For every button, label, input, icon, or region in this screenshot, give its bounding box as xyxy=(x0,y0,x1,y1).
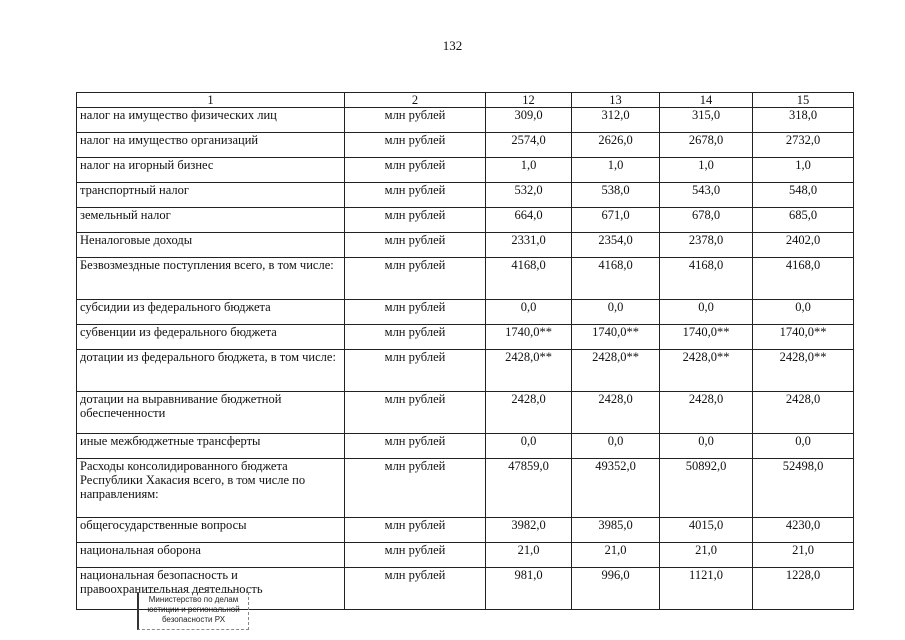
table-row xyxy=(77,325,854,350)
value-cell-13: 4168,0 xyxy=(572,258,660,300)
value-cell-12: 2428,0 xyxy=(486,392,572,434)
data-table xyxy=(76,92,854,610)
row-label: субсидии из федерального бюджета xyxy=(77,300,345,325)
unit-cell: млн рублей xyxy=(345,434,486,459)
row-label: дотации на выравнивание бюджетной обеспеченности xyxy=(77,392,345,434)
value-cell-14: 315,0 xyxy=(660,108,753,133)
value-cell-15: 52498,0 xyxy=(753,459,854,518)
value-cell-12: 2428,0** xyxy=(486,350,572,392)
value-cell-14: 50892,0 xyxy=(660,459,753,518)
value-cell-12: 2331,0 xyxy=(486,233,572,258)
value-cell-14: 2678,0 xyxy=(660,133,753,158)
value-cell-13: 2354,0 xyxy=(572,233,660,258)
column-header: 1 xyxy=(77,93,345,108)
page-number: 132 xyxy=(442,38,463,53)
value-cell-13: 312,0 xyxy=(572,108,660,133)
value-cell-13: 21,0 xyxy=(572,543,660,568)
unit-cell: млн рублей xyxy=(345,208,486,233)
stamp-line: Министерство по делам xyxy=(148,595,239,604)
table-row xyxy=(77,392,854,434)
row-label: Неналоговые доходы xyxy=(77,233,345,258)
unit-cell: млн рублей xyxy=(345,568,486,610)
value-cell-14: 2428,0 xyxy=(660,392,753,434)
value-cell-14: 0,0 xyxy=(660,434,753,459)
value-cell-15: 2402,0 xyxy=(753,233,854,258)
ministry-stamp xyxy=(137,592,249,630)
row-label: общегосударственные вопросы xyxy=(77,518,345,543)
table-row xyxy=(77,300,854,325)
row-label: земельный налог xyxy=(77,208,345,233)
table-row xyxy=(77,108,854,133)
value-cell-13: 2428,0** xyxy=(572,350,660,392)
value-cell-15: 1740,0** xyxy=(753,325,854,350)
unit-cell: млн рублей xyxy=(345,233,486,258)
unit-cell: млн рублей xyxy=(345,350,486,392)
value-cell-12: 2574,0 xyxy=(486,133,572,158)
unit-cell: млн рублей xyxy=(345,300,486,325)
value-cell-15: 21,0 xyxy=(753,543,854,568)
value-cell-14: 4015,0 xyxy=(660,518,753,543)
value-cell-13: 49352,0 xyxy=(572,459,660,518)
value-cell-13: 2626,0 xyxy=(572,133,660,158)
table-row xyxy=(77,350,854,392)
value-cell-15: 2428,0** xyxy=(753,350,854,392)
value-cell-12: 0,0 xyxy=(486,300,572,325)
value-cell-14: 1121,0 xyxy=(660,568,753,610)
value-cell-13: 996,0 xyxy=(572,568,660,610)
value-cell-14: 0,0 xyxy=(660,300,753,325)
row-label: Расходы консолидированного бюджета Республики Хакасия всего, в том числе по направлениям: xyxy=(77,459,345,518)
value-cell-12: 1,0 xyxy=(486,158,572,183)
value-cell-15: 1228,0 xyxy=(753,568,854,610)
unit-cell: млн рублей xyxy=(345,133,486,158)
stamp-line: безопасности РХ xyxy=(161,615,226,624)
value-cell-12: 309,0 xyxy=(486,108,572,133)
value-cell-14: 1740,0** xyxy=(660,325,753,350)
value-cell-12: 3982,0 xyxy=(486,518,572,543)
value-cell-14: 678,0 xyxy=(660,208,753,233)
table-row xyxy=(77,208,854,233)
value-cell-12: 1740,0** xyxy=(486,325,572,350)
column-header: 12 xyxy=(486,93,572,108)
row-label: национальная оборона xyxy=(77,543,345,568)
column-header: 13 xyxy=(572,93,660,108)
table-row xyxy=(77,434,854,459)
row-label: налог на имущество организаций xyxy=(77,133,345,158)
value-cell-12: 981,0 xyxy=(486,568,572,610)
value-cell-14: 2378,0 xyxy=(660,233,753,258)
value-cell-15: 2732,0 xyxy=(753,133,854,158)
unit-cell: млн рублей xyxy=(345,518,486,543)
row-label: субвенции из федерального бюджета xyxy=(77,325,345,350)
value-cell-15: 548,0 xyxy=(753,183,854,208)
value-cell-12: 47859,0 xyxy=(486,459,572,518)
value-cell-12: 4168,0 xyxy=(486,258,572,300)
column-header: 2 xyxy=(345,93,486,108)
value-cell-13: 2428,0 xyxy=(572,392,660,434)
value-cell-15: 685,0 xyxy=(753,208,854,233)
header-row xyxy=(77,93,854,108)
row-label: транспортный налог xyxy=(77,183,345,208)
value-cell-13: 0,0 xyxy=(572,434,660,459)
row-label: налог на игорный бизнес xyxy=(77,158,345,183)
value-cell-13: 1,0 xyxy=(572,158,660,183)
unit-cell: млн рублей xyxy=(345,183,486,208)
stamp-line: юстиции и региональной xyxy=(147,605,240,614)
unit-cell: млн рублей xyxy=(345,459,486,518)
value-cell-14: 1,0 xyxy=(660,158,753,183)
row-label: национальная безопасность и правоохранительная деятельность xyxy=(77,568,345,610)
value-cell-15: 0,0 xyxy=(753,300,854,325)
value-cell-14: 2428,0** xyxy=(660,350,753,392)
table-row xyxy=(77,459,854,518)
unit-cell: млн рублей xyxy=(345,543,486,568)
unit-cell: млн рублей xyxy=(345,158,486,183)
table-row xyxy=(77,183,854,208)
value-cell-12: 664,0 xyxy=(486,208,572,233)
row-label: налог на имущество физических лиц xyxy=(77,108,345,133)
column-header: 14 xyxy=(660,93,753,108)
value-cell-13: 1740,0** xyxy=(572,325,660,350)
row-label: Безвозмездные поступления всего, в том числе: xyxy=(77,258,345,300)
value-cell-14: 543,0 xyxy=(660,183,753,208)
column-header: 15 xyxy=(753,93,854,108)
value-cell-14: 21,0 xyxy=(660,543,753,568)
value-cell-14: 4168,0 xyxy=(660,258,753,300)
row-label: дотации из федерального бюджета, в том числе: xyxy=(77,350,345,392)
table-row xyxy=(77,258,854,300)
table-row xyxy=(77,543,854,568)
table-row xyxy=(77,133,854,158)
unit-cell: млн рублей xyxy=(345,258,486,300)
value-cell-12: 21,0 xyxy=(486,543,572,568)
value-cell-15: 4230,0 xyxy=(753,518,854,543)
value-cell-13: 0,0 xyxy=(572,300,660,325)
value-cell-15: 2428,0 xyxy=(753,392,854,434)
value-cell-15: 318,0 xyxy=(753,108,854,133)
value-cell-13: 671,0 xyxy=(572,208,660,233)
unit-cell: млн рублей xyxy=(345,392,486,434)
row-label: иные межбюджетные трансферты xyxy=(77,434,345,459)
value-cell-12: 0,0 xyxy=(486,434,572,459)
value-cell-15: 4168,0 xyxy=(753,258,854,300)
value-cell-15: 0,0 xyxy=(753,434,854,459)
value-cell-13: 538,0 xyxy=(572,183,660,208)
value-cell-15: 1,0 xyxy=(753,158,854,183)
unit-cell: млн рублей xyxy=(345,108,486,133)
table-row xyxy=(77,518,854,543)
value-cell-12: 532,0 xyxy=(486,183,572,208)
table-row xyxy=(77,158,854,183)
table-row xyxy=(77,233,854,258)
unit-cell: млн рублей xyxy=(345,325,486,350)
value-cell-13: 3985,0 xyxy=(572,518,660,543)
